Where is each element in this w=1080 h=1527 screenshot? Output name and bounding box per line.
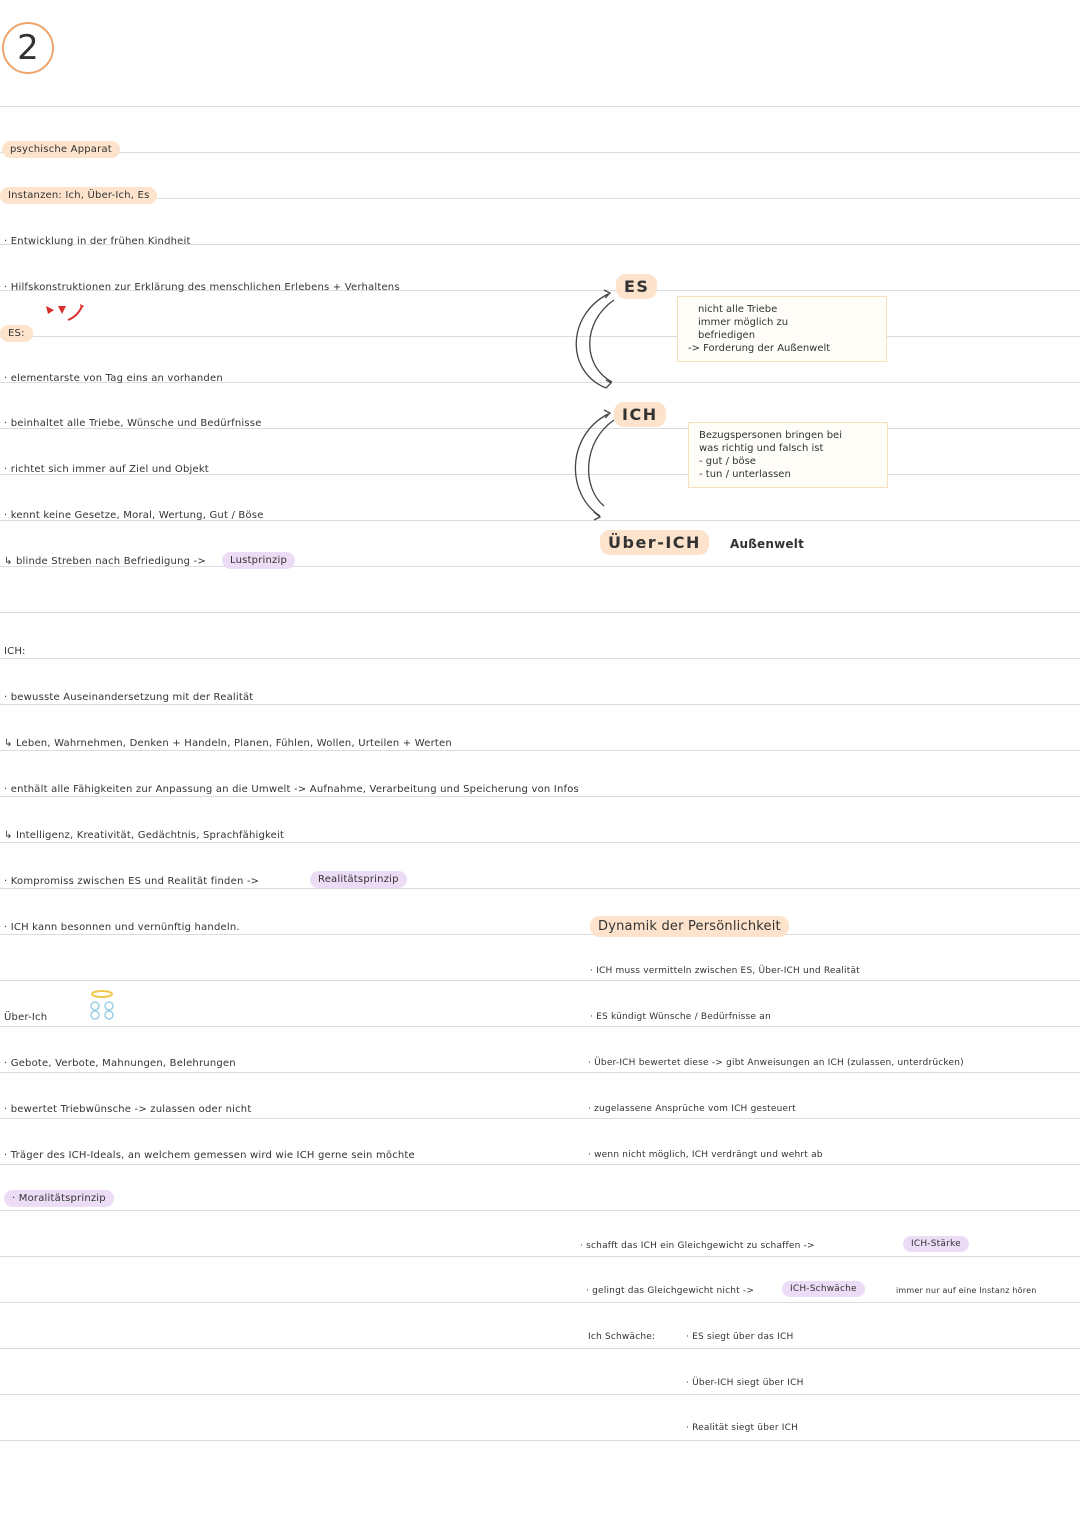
ich-staerke-badge: ICH-Stärke	[903, 1236, 969, 1252]
ich-schwaeche-suffix: immer nur auf eine Instanz hören	[896, 1286, 1037, 1295]
ruled-line	[0, 704, 1080, 705]
ich-item: ↳ Intelligenz, Kreativität, Gedächtnis, Sprachfähigkeit	[4, 830, 285, 841]
ich-schwaeche-item: · Realität siegt über ICH	[686, 1423, 799, 1433]
moralitaetsprinzip-badge: · Moralitätsprinzip	[4, 1190, 114, 1207]
es-note-line: nicht alle Triebe	[698, 304, 778, 315]
diagram-ueber-ich: Über-ICH	[600, 530, 709, 555]
ruled-line	[0, 612, 1080, 613]
es-item: · beinhaltet alle Triebe, Wünsche und Bedürfnisse	[4, 418, 262, 429]
ruled-line	[0, 888, 1080, 889]
ruled-line	[0, 1348, 1080, 1349]
ich-schwaeche-item: · ES siegt über das ICH	[686, 1332, 794, 1342]
ich-note-line: was richtig und falsch ist	[699, 443, 824, 454]
ruled-line	[0, 1302, 1080, 1303]
angel-icon	[84, 988, 120, 1022]
ruled-line	[0, 1394, 1080, 1395]
ich-note-line: - gut / böse	[699, 456, 756, 467]
ueber-ich-label: Über-Ich	[4, 1012, 48, 1023]
ich-schwaeche-prefix: · gelingt das Gleichgewicht nicht ->	[586, 1286, 755, 1296]
ruled-line	[0, 336, 1080, 337]
ich-schwaeche-badge: ICH-Schwäche	[782, 1281, 865, 1297]
es-label: ES:	[0, 325, 33, 342]
es-note-line: befriedigen	[698, 330, 756, 341]
ruled-line	[0, 1256, 1080, 1257]
ruled-line	[0, 1440, 1080, 1441]
devil-icon	[44, 302, 86, 328]
ruled-line	[0, 796, 1080, 797]
es-item: · kennt keine Gesetze, Moral, Wertung, Gut / Böse	[4, 510, 264, 521]
ich-staerke-prefix: · schafft das ICH ein Gleichgewicht zu schaffen ->	[580, 1241, 815, 1251]
ich-note-line: Bezugspersonen bringen bei	[699, 430, 842, 441]
ruled-line	[0, 842, 1080, 843]
ich-last-item: · ICH kann besonnen und vernünftig handeln.	[4, 922, 240, 933]
ruled-line	[0, 658, 1080, 659]
es-item: · richtet sich immer auf Ziel und Objekt	[4, 464, 209, 475]
es-note-line: -> Forderung der Außenwelt	[688, 343, 831, 354]
ich-schwaeche-label: Ich Schwäche:	[588, 1332, 656, 1342]
ruled-line	[0, 198, 1080, 199]
ich-item: · enthält alle Fähigkeiten zur Anpassung an die Umwelt -> Aufnahme, Verarbeitung und Speicherung von Infos	[4, 784, 579, 795]
ueber-ich-item: · Träger des ICH-Ideals, an welchem gemessen wird wie ICH gerne sein möchte	[4, 1150, 415, 1161]
es-note-box	[677, 296, 887, 362]
dynamik-item: · Über-ICH bewertet diese -> gibt Anweisungen an ICH (zulassen, unterdrücken)	[588, 1058, 964, 1068]
ruled-line	[0, 1118, 1080, 1119]
ich-note-box	[688, 422, 888, 488]
ruled-line	[0, 980, 1080, 981]
diagram-es: ES	[616, 274, 657, 299]
es-item: · elementarste von Tag eins an vorhanden	[4, 373, 223, 384]
dynamik-item: · ICH muss vermitteln zwischen ES, Über-ICH und Realität	[590, 966, 860, 976]
ich-item: ↳ Leben, Wahrnehmen, Denken + Handeln, Planen, Fühlen, Wollen, Urteilen + Werten	[4, 738, 452, 749]
ruled-line	[0, 152, 1080, 153]
diagram-aussenwelt: Außenwelt	[730, 537, 805, 551]
intro-item: · Hilfskonstruktionen zur Erklärung des menschlichen Erlebens + Verhaltens	[4, 282, 400, 293]
ich-label: ICH:	[4, 646, 26, 657]
ruled-line	[0, 934, 1080, 935]
diagram-ich: ICH	[614, 402, 666, 427]
dynamik-title: Dynamik der Persönlichkeit	[590, 916, 789, 937]
ich-schwaeche-item: · Über-ICH siegt über ICH	[686, 1378, 804, 1388]
lustprinzip-badge: Lustprinzip	[222, 552, 295, 569]
page-number: 2	[2, 22, 54, 74]
ruled-line	[0, 1164, 1080, 1165]
realitaetsprinzip-badge: Realitätsprinzip	[310, 871, 407, 888]
page-title: psychische Apparat	[2, 141, 120, 158]
diagram-arrows	[560, 280, 620, 530]
ueber-ich-item: · Gebote, Verbote, Mahnungen, Belehrungen	[4, 1058, 236, 1069]
ueber-ich-item: · bewertet Triebwünsche -> zulassen oder nicht	[4, 1104, 252, 1115]
intro-item: · Entwicklung in der frühen Kindheit	[4, 236, 191, 247]
ich-principle-prefix: · Kompromiss zwischen ES und Realität finden ->	[4, 876, 260, 887]
dynamik-item: · ES kündigt Wünsche / Bedürfnisse an	[590, 1012, 771, 1022]
ruled-line	[0, 1072, 1080, 1073]
es-principle-prefix: ↳ blinde Streben nach Befriedigung ->	[4, 556, 206, 567]
es-note-line: immer möglich zu	[698, 317, 789, 328]
ich-note-line: - tun / unterlassen	[699, 469, 791, 480]
ruled-line	[0, 1026, 1080, 1027]
instances-line: Instanzen: Ich, Über-Ich, Es	[0, 187, 157, 204]
dynamik-item: · zugelassene Ansprüche vom ICH gesteuert	[588, 1104, 796, 1114]
ruled-line	[0, 1210, 1080, 1211]
ruled-line	[0, 106, 1080, 107]
ich-item: · bewusste Auseinandersetzung mit der Realität	[4, 692, 254, 703]
dynamik-item: · wenn nicht möglich, ICH verdrängt und wehrt ab	[588, 1150, 823, 1160]
ruled-line	[0, 750, 1080, 751]
